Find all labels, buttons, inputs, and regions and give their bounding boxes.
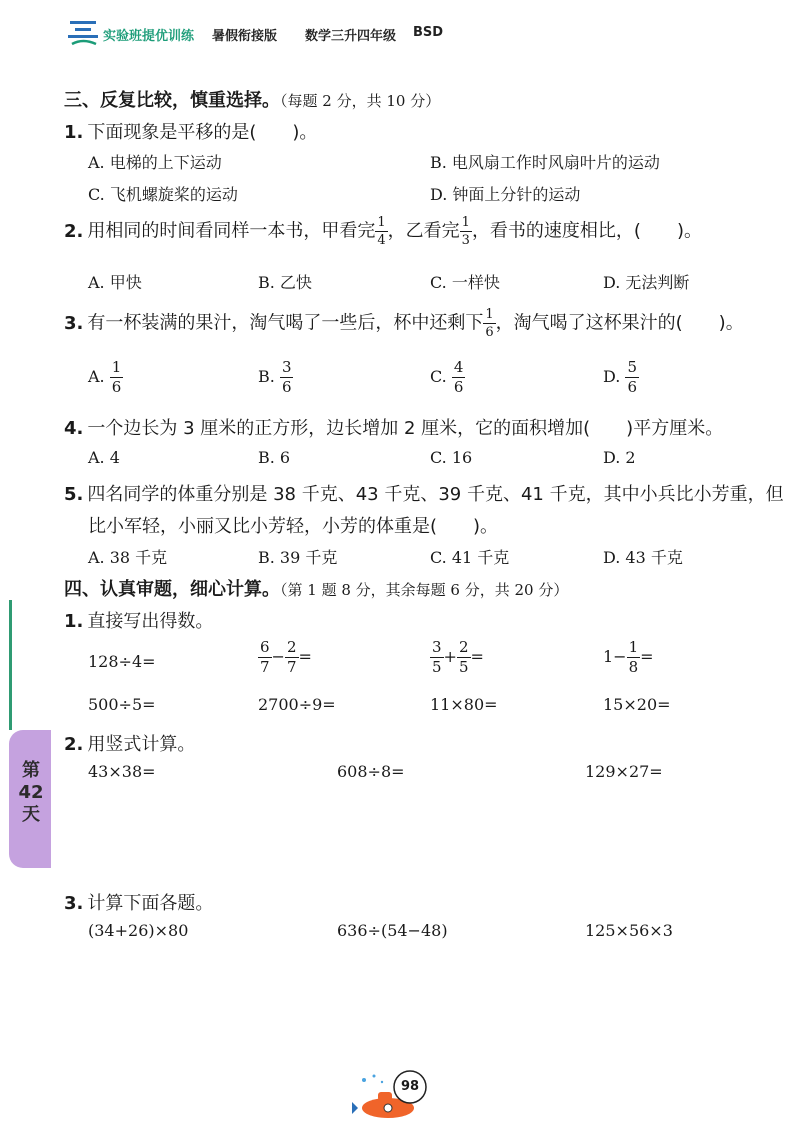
denominator: 5 <box>458 658 469 676</box>
question-stem-a: 有一杯装满的果汁，淘气喝了一些后，杯中还剩下 <box>87 312 484 334</box>
q3-option-d[interactable] <box>603 360 639 395</box>
section4-points: （第 1 题 8 分，其余每题 6 分，共 20 分） <box>280 581 569 599</box>
fraction <box>430 640 444 675</box>
numerator: 3 <box>432 638 442 656</box>
page-number: 98 <box>400 1079 420 1094</box>
header-subtitle: 暑假衔接版 <box>212 29 278 44</box>
fraction <box>285 640 299 675</box>
q4-option-c[interactable]: C. 16 <box>430 448 473 467</box>
numerator: 1 <box>628 638 639 656</box>
vertical-calc-3: 129×27= <box>585 762 663 781</box>
question-4 <box>64 414 723 440</box>
fraction-1-6 <box>483 308 495 339</box>
problem-number: 2. <box>64 734 84 755</box>
q2-option-d[interactable]: D. 无法判断 <box>603 273 690 292</box>
q5-option-d[interactable]: D. 43 千克 <box>603 548 683 567</box>
denominator: 3 <box>461 233 470 248</box>
problem-title: 计算下面各题。 <box>87 893 214 914</box>
problem-3 <box>64 889 213 915</box>
question-stem-c: ，看书的速度相比，( )。 <box>471 220 702 242</box>
brand-logo-icon <box>66 18 100 48</box>
q3-option-b[interactable] <box>258 360 293 395</box>
problem-number: 1. <box>64 611 84 632</box>
option-label: A. <box>88 367 105 386</box>
operator: − <box>271 647 285 666</box>
question-stem: 一个边长为 3 厘米的正方形，边长增加 2 厘米，它的面积增加( )平方厘米。 <box>87 418 724 439</box>
numerator: 6 <box>260 638 270 656</box>
calc-r1c4 <box>603 640 654 675</box>
section3-points: （每题 2 分，共 10 分） <box>280 92 441 110</box>
question-number: 3. <box>64 312 84 334</box>
equals-sign: = <box>640 647 654 666</box>
denominator: 7 <box>286 658 297 676</box>
question-number: 2. <box>64 220 84 242</box>
fraction <box>457 640 471 675</box>
question-number: 5. <box>64 484 84 505</box>
numerator: 1 <box>111 358 122 376</box>
calc-r1c1: 128÷4= <box>88 652 156 671</box>
q1-option-c[interactable]: C. 飞机螺旋桨的运动 <box>88 185 238 204</box>
q5-option-a[interactable]: A. 38 千克 <box>88 548 168 567</box>
q5-option-b[interactable]: B. 39 千克 <box>258 548 338 567</box>
question-number: 4. <box>64 418 84 439</box>
question-stem: 下面现象是平移的是( )。 <box>87 122 318 143</box>
numerator: 2 <box>458 638 469 656</box>
q3-option-a[interactable] <box>88 360 123 395</box>
option-fraction <box>110 360 124 395</box>
q1-option-d[interactable]: D. 钟面上分针的运动 <box>430 185 581 204</box>
day-tab-prefix: 第 <box>22 760 40 781</box>
numerator: 1 <box>485 307 494 322</box>
section4-heading: 四、认真审题，细心计算。 <box>64 579 280 600</box>
q4-option-b[interactable]: B. 6 <box>258 448 291 467</box>
header-edition: BSD <box>413 25 444 40</box>
option-fraction <box>625 360 639 395</box>
problem-title: 用竖式计算。 <box>87 734 196 755</box>
side-accent-line <box>9 600 12 730</box>
expression-1: (34+26)×80 <box>88 921 189 940</box>
day-tab-label <box>14 760 48 826</box>
operator: + <box>443 647 457 666</box>
section3-heading: 三、反复比较，慎重选择。 <box>64 90 280 111</box>
denominator: 8 <box>628 658 639 676</box>
numerator: 1 <box>377 215 386 230</box>
denominator: 6 <box>453 378 464 396</box>
option-fraction <box>452 360 466 395</box>
numerator: 5 <box>627 358 637 376</box>
q2-option-c[interactable]: C. 一样快 <box>430 273 500 292</box>
expression-3: 125×56×3 <box>585 921 673 940</box>
calc-r2c1: 500÷5= <box>88 695 156 714</box>
fraction <box>627 640 641 675</box>
denominator: 6 <box>111 378 122 396</box>
calc-r1c3 <box>430 640 484 675</box>
numerator: 4 <box>453 358 464 376</box>
q1-option-a[interactable]: A. 电梯的上下运动 <box>88 153 222 172</box>
denominator: 6 <box>627 378 637 396</box>
vertical-calc-1: 43×38= <box>88 762 156 781</box>
fraction-1-3 <box>460 216 472 247</box>
question-1 <box>64 118 317 144</box>
question-stem-line1: 四名同学的体重分别是 38 千克、43 千克、39 千克、41 千克，其中小兵比小芳重，但 <box>87 484 784 505</box>
denominator: 5 <box>432 658 442 676</box>
calc-r2c2: 2700÷9= <box>258 695 336 714</box>
day-tab-number: 42 <box>18 782 44 803</box>
denominator: 7 <box>260 658 270 676</box>
question-stem-b: ，乙看完 <box>387 220 460 242</box>
q3-option-c[interactable] <box>430 360 465 395</box>
question-number: 1. <box>64 122 84 143</box>
numerator: 1 <box>461 215 470 230</box>
option-label: C. <box>430 367 447 386</box>
option-fraction <box>280 360 294 395</box>
brand-name: 实验班提优训练 <box>103 29 195 44</box>
question-2 <box>64 216 702 247</box>
numerator: 3 <box>281 358 292 376</box>
calc-r2c3: 11×80= <box>430 695 498 714</box>
day-tab-suffix: 天 <box>22 804 40 825</box>
whole-minus: 1− <box>603 647 627 666</box>
q2-option-b[interactable]: B. 乙快 <box>258 273 312 292</box>
section3-title <box>64 86 440 112</box>
q5-option-c[interactable]: C. 41 千克 <box>430 548 510 567</box>
q2-option-a[interactable]: A. 甲快 <box>88 273 142 292</box>
calc-r1c2 <box>258 640 312 675</box>
question-3 <box>64 308 744 339</box>
fraction-1-4 <box>375 216 387 247</box>
q1-option-b[interactable]: B. 电风扇工作时风扇叶片的运动 <box>430 153 660 172</box>
problem-1 <box>64 607 213 633</box>
problem-number: 3. <box>64 893 84 914</box>
option-label: D. <box>603 367 621 386</box>
q4-option-a[interactable]: A. 4 <box>88 448 120 467</box>
question-5-line2: 比小军轻，小丽又比小芳轻，小芳的体重是( )。 <box>88 516 499 537</box>
denominator: 6 <box>281 378 292 396</box>
problem-2 <box>64 730 195 756</box>
denominator: 6 <box>485 325 494 340</box>
equals-sign: = <box>298 647 312 666</box>
question-stem-a: 用相同的时间看同样一本书，甲看完 <box>87 220 376 242</box>
denominator: 4 <box>377 233 386 248</box>
q4-option-d[interactable]: D. 2 <box>603 448 636 467</box>
fraction <box>258 640 272 675</box>
option-label: B. <box>258 367 275 386</box>
numerator: 2 <box>286 638 297 656</box>
calc-r2c4: 15×20= <box>603 695 671 714</box>
vertical-calc-2: 608÷8= <box>337 762 405 781</box>
question-5 <box>64 480 784 506</box>
equals-sign: = <box>470 647 484 666</box>
question-stem-b: ，淘气喝了这杯果汁的( )。 <box>495 312 744 334</box>
expression-2: 636÷(54−48) <box>337 921 448 940</box>
section4-title <box>64 575 568 601</box>
header-course: 数学三升四年级 <box>305 29 397 44</box>
problem-title: 直接写出得数。 <box>87 611 214 632</box>
